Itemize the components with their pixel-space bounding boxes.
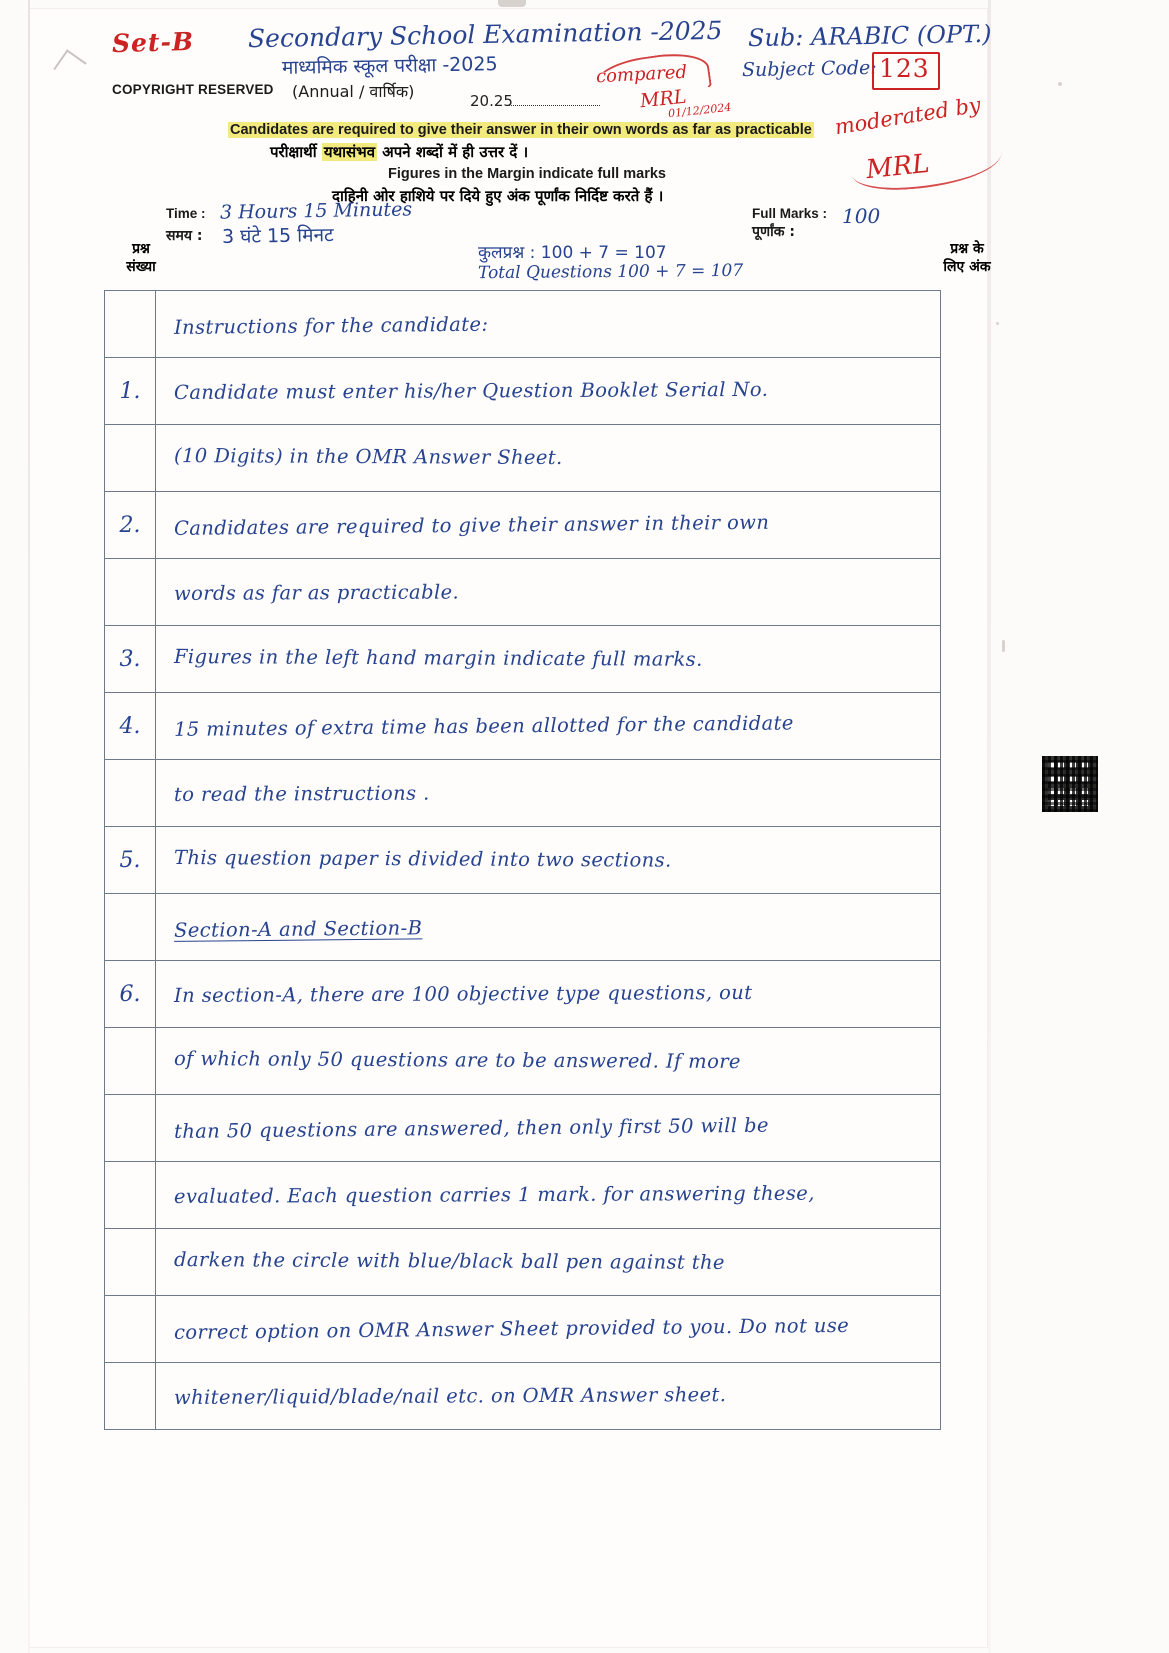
table-row xyxy=(105,626,941,693)
table-row xyxy=(105,961,941,1028)
total-questions-hindi: कुलप्रश्न : 100 + 7 = 107 xyxy=(478,243,667,263)
moderator-signature-date: 01/12/2024 xyxy=(667,100,732,121)
table-row xyxy=(105,827,941,894)
row-text: than 50 questions are answered, then only first 50 will be xyxy=(173,1113,770,1143)
full-marks-label-english: Full Marks : xyxy=(752,206,828,221)
copyright-notice: COPYRIGHT RESERVED xyxy=(112,82,274,97)
row-number xyxy=(105,1162,156,1228)
subject-code-label: Subject Code: xyxy=(741,56,877,82)
total-questions-english: Total Questions 100 + 7 = 107 xyxy=(477,260,744,284)
printed-instruction-hindi-2: दाहिनी ओर हाशिये पर दिये हुए अंक पूर्णांक निर्दिष्ट करते हैं । xyxy=(332,187,664,205)
row-number: 6. xyxy=(105,961,156,1027)
row-text: evaluated. Each question carries 1 mark. for answering these, xyxy=(173,1181,815,1208)
moderator-signature-bottom: MRL xyxy=(864,148,931,186)
row-text: of which only 50 questions are to be answered. If more xyxy=(173,1047,741,1074)
table-row xyxy=(105,1229,941,1296)
row-number xyxy=(105,1296,156,1362)
row-text: 15 minutes of extra time has been allotted for the candidate xyxy=(173,711,794,741)
printed-instruction-english-2: Figures in the Margin indicate full marks xyxy=(388,166,666,182)
table-row xyxy=(105,1363,941,1430)
table-row xyxy=(105,1162,941,1229)
table-row xyxy=(105,291,941,358)
row-number: 1. xyxy=(105,358,156,424)
time-value-english: 3 Hours 15 Minutes xyxy=(219,198,413,224)
scan-speck xyxy=(1058,82,1062,86)
exam-title-english: Secondary School Examination -2025 xyxy=(247,15,723,54)
instructions-table xyxy=(104,290,941,1430)
row-text: (10 Digits) in the OMR Answer Sheet. xyxy=(173,444,563,470)
printed-instruction-english-1-text: Candidates are required to give their answer in their own words as far as practicable xyxy=(230,122,812,138)
table-row xyxy=(105,1028,941,1095)
time-label-hindi: समय : xyxy=(166,228,203,244)
table-row xyxy=(105,693,941,760)
row-text: darken the circle with blue/black ball pen against the xyxy=(173,1248,725,1274)
row-number: 2. xyxy=(105,492,156,558)
exam-title-hindi: माध्यमिक स्कूल परीक्षा -2025 xyxy=(281,53,498,79)
time-label-english: Time : xyxy=(166,206,206,221)
question-number-header: प्रश्न संख्या xyxy=(126,241,156,275)
row-text: correct option on OMR Answer Sheet provided to you. Do not use xyxy=(173,1313,850,1344)
set-label: Set-B xyxy=(111,26,195,59)
qr-code-pattern xyxy=(1042,756,1098,812)
row-number xyxy=(105,1229,156,1295)
table-row xyxy=(105,425,941,492)
printed-instruction-hindi-1-highlight: यथासंभव xyxy=(323,143,376,161)
row-text: whitener/liquid/blade/nail etc. on OMR Answer sheet. xyxy=(173,1383,727,1409)
table-row xyxy=(105,1095,941,1162)
marks-header: प्रश्न के लिए अंक xyxy=(943,241,991,275)
row-text: to read the instructions . xyxy=(173,781,430,806)
row-number xyxy=(105,894,156,960)
moderated-by-annotation: moderated by xyxy=(833,92,983,140)
exam-year-value: 20.25 xyxy=(470,92,513,110)
scan-edge-left xyxy=(28,0,30,1653)
table-row xyxy=(105,559,941,626)
subject-code-value: 123 xyxy=(879,54,930,83)
row-text: This question paper is divided into two sections. xyxy=(173,846,672,872)
table-row xyxy=(105,492,941,559)
row-number xyxy=(105,1095,156,1161)
row-number: 3. xyxy=(105,626,156,692)
exam-year-dotted-line xyxy=(508,104,600,106)
compared-annotation: compared xyxy=(595,61,688,88)
row-text: Figures in the left hand margin indicate full marks. xyxy=(173,645,703,671)
row-text: Instructions for the candidate: xyxy=(173,312,489,339)
row-number: 4. xyxy=(105,693,156,759)
row-number xyxy=(105,425,156,491)
row-text: Candidate must enter his/her Question Booklet Serial No. xyxy=(173,377,769,404)
full-marks-label-hindi: पूर्णांक : xyxy=(752,224,795,240)
row-number xyxy=(105,760,156,826)
row-text: Section-A and Section-B xyxy=(173,916,423,942)
printed-instruction-hindi-1 xyxy=(270,142,528,162)
printed-instruction-hindi-1-part1: परीक्षार्थी xyxy=(270,143,322,161)
time-value-hindi: 3 घंटे 15 मिनट xyxy=(221,224,334,248)
paper-top-nick xyxy=(498,0,526,7)
moderator-signature-top: MRL xyxy=(638,85,688,113)
printed-instruction-hindi-1-part2: अपने शब्दों में ही उत्तर दें । xyxy=(377,143,529,161)
table-row xyxy=(105,760,941,827)
row-number: 5. xyxy=(105,827,156,893)
row-number xyxy=(105,1363,156,1429)
row-number xyxy=(105,1028,156,1094)
row-text: words as far as practicable. xyxy=(173,580,460,605)
row-text: In section-A, there are 100 objective type questions, out xyxy=(173,980,753,1007)
printed-instruction-english-1 xyxy=(228,122,814,138)
row-number xyxy=(105,291,156,357)
row-text: Candidates are required to give their answer in their own xyxy=(173,510,770,540)
subject-name: Sub: ARABIC (OPT.) xyxy=(747,19,992,53)
table-row xyxy=(105,1296,941,1363)
exam-session-label: (Annual / वार्षिक) xyxy=(292,82,415,101)
full-marks-value: 100 xyxy=(842,204,881,228)
scan-speck xyxy=(1002,640,1005,652)
scan-speck xyxy=(996,322,999,325)
table-row xyxy=(105,358,941,425)
table-row xyxy=(105,894,941,961)
row-number xyxy=(105,559,156,625)
